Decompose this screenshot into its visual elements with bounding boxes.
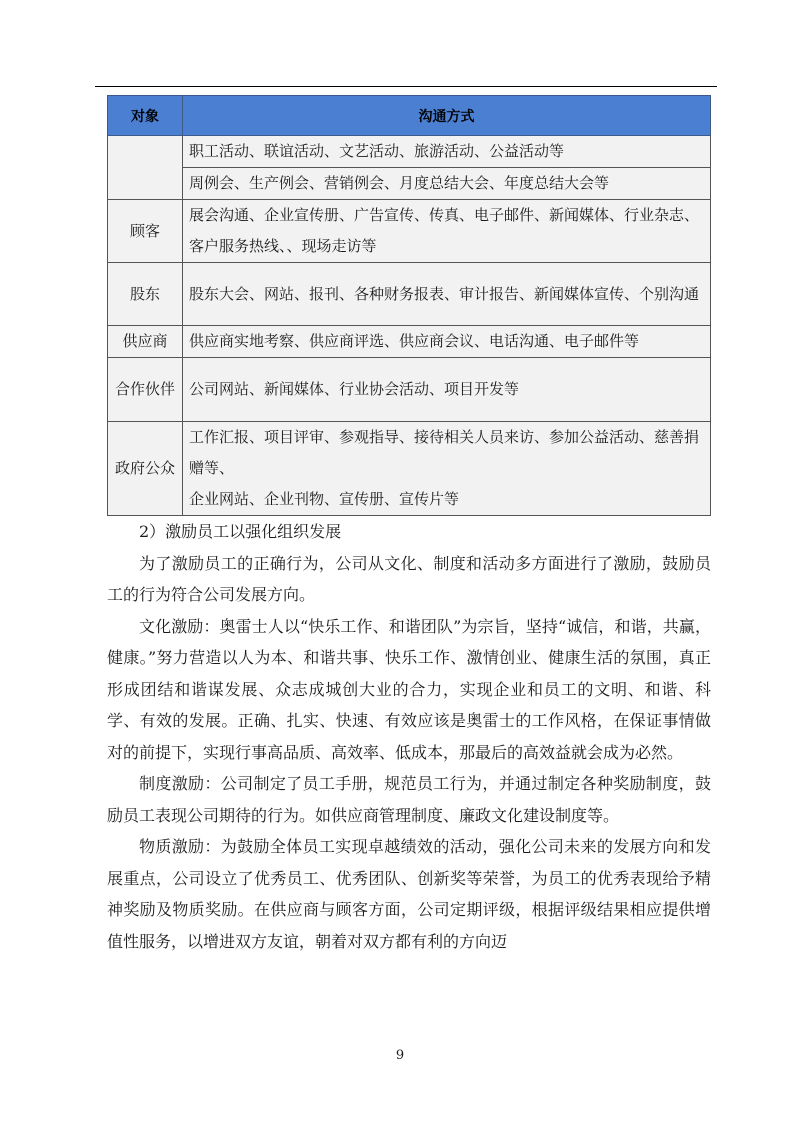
row-object: 政府公众	[108, 422, 183, 516]
method-line: 工作汇报、项目评审、参观指导、接待相关人员来访、参加公益活动、慈善捐赠等、	[189, 428, 700, 477]
paragraph: 文化激励：奥雷士人以“快乐工作、和谐团队”为宗旨，坚持“诚信，和谐，共赢，健康。”努力营造以人为本、和谐共事、快乐工作、激情创业、健康生活的氛围，真正形成团结和谐谋发展、众志成城创大业的合力，实现企业和员工的文明、和谐、科学、有效的发展。正确、扎实、快速、有效应该是奥雷士的工作风格，在保证事情做对的前提下，实现行事高品质、高效率、低成本，那最后的高效益就会成为必然。	[107, 616, 711, 762]
row-object: 顾客	[108, 200, 183, 263]
row-method: 公司网站、新闻媒体、行业协会活动、项目开发等	[183, 358, 711, 422]
row-object: 股东	[108, 263, 183, 326]
header-method: 沟通方式	[183, 96, 711, 136]
paragraph: 物质激励：为鼓励全体员工实现卓越绩效的活动，强化公司未来的发展方向和发展重点，公司设立了优秀员工、优秀团队、创新奖等荣誉，为员工的优秀表现给予精神奖励及物质奖励。在供应商与顾客方面，公司定期评级，根据评级结果相应提供增值性服务，以增进双方友谊，朝着对双方都有利的方向迈	[107, 837, 711, 951]
method-line: 企业网站、企业刊物、宣传册、宣传片等	[189, 490, 460, 508]
header-object: 对象	[108, 96, 183, 136]
header-rule	[95, 86, 717, 87]
table-row	[108, 358, 711, 422]
body-text	[107, 516, 711, 957]
table-row	[108, 422, 711, 516]
row-method	[183, 422, 711, 516]
row-method: 展会沟通、企业宣传册、广告宣传、传真、电子邮件、新闻媒体、行业杂志、客户服务热线、、现场走访等	[183, 200, 711, 263]
communication-table	[107, 95, 711, 516]
section-heading: 2）激励员工以强化组织发展	[139, 522, 342, 541]
table-row	[108, 263, 711, 326]
page-number: 9	[395, 1048, 405, 1063]
row-method	[183, 136, 711, 200]
method-line: 职工活动、联谊活动、文艺活动、旅游活动、公益活动等	[189, 142, 565, 160]
table-row	[108, 200, 711, 263]
row-method: 供应商实地考察、供应商评选、供应商会议、电话沟通、电子邮件等	[183, 326, 711, 358]
paragraph: 为了激励员工的正确行为，公司从文化、制度和活动多方面进行了激励，鼓励员工的行为符合公司发展方向。	[107, 553, 711, 604]
table-header-row	[108, 96, 711, 136]
table-row	[108, 326, 711, 358]
paragraph: 制度激励：公司制定了员工手册，规范员工行为，并通过制定各种奖励制度，鼓励员工表现公司期待的行为。如供应商管理制度、廉政文化建设制度等。	[107, 774, 711, 825]
row-object	[108, 136, 183, 200]
method-line: 周例会、生产例会、营销例会、月度总结大会、年度总结大会等	[183, 167, 710, 199]
row-object: 合作伙伴	[108, 358, 183, 422]
table-row	[108, 136, 711, 200]
row-method: 股东大会、网站、报刊、各种财务报表、审计报告、新闻媒体宣传、个别沟通	[183, 263, 711, 326]
row-object: 供应商	[108, 326, 183, 358]
